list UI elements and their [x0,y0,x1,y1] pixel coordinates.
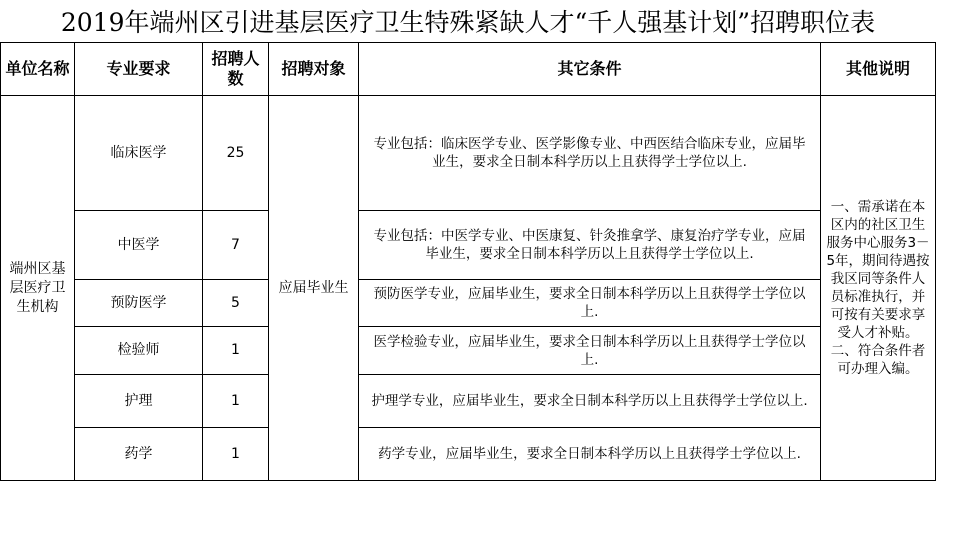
table-row [1,327,936,375]
count-cell: 5 [203,280,269,327]
major-cell: 中医学 [75,211,203,280]
header-target: 招聘对象 [269,43,359,96]
table-row [1,428,936,481]
condition-cell: 预防医学专业，应届毕业生，要求全日制本科学历以上且获得学士学位以上. [359,280,821,327]
count-cell: 1 [203,428,269,481]
count-cell: 7 [203,211,269,280]
major-cell: 药学 [75,428,203,481]
table-row [1,96,936,211]
page-title: 2019年端州区引进基层医疗卫生特殊紧缺人才“千人强基计划”招聘职位表 [60,8,876,37]
condition-cell: 护理学专业，应届毕业生，要求全日制本科学历以上且获得学士学位以上. [359,375,821,428]
target-cell: 应届毕业生 [269,96,359,481]
header-unit: 单位名称 [1,43,75,96]
count-cell: 1 [203,327,269,375]
header-count: 招聘人数 [203,43,269,96]
major-cell: 临床医学 [75,96,203,211]
header-notes: 其他说明 [821,43,936,96]
recruitment-table [0,42,936,481]
condition-cell: 医学检验专业，应届毕业生，要求全日制本科学历以上且获得学士学位以上. [359,327,821,375]
condition-cell: 药学专业，应届毕业生，要求全日制本科学历以上且获得学士学位以上. [359,428,821,481]
condition-cell: 专业包括：临床医学专业、医学影像专业、中西医结合临床专业，应届毕业生，要求全日制本科学历以上且获得学士学位以上. [359,96,821,211]
count-cell: 1 [203,375,269,428]
header-major: 专业要求 [75,43,203,96]
major-cell: 护理 [75,375,203,428]
notes-cell [821,96,936,481]
table-row [1,375,936,428]
unit-name-cell: 端州区基层医疗卫生机构 [1,96,75,481]
notes-text: 一、需承诺在本区内的社区卫生服务中心服务3－5年，期间待遇按我区同等条件人员标准执行，并可按有关要求享受人才补贴。 二、符合条件者可办理入编。 [826,199,930,377]
major-cell: 预防医学 [75,280,203,327]
header-conditions: 其它条件 [359,43,821,96]
header-row [1,43,936,96]
count-cell: 25 [203,96,269,211]
major-cell: 检验师 [75,327,203,375]
condition-cell: 专业包括：中医学专业、中医康复、针灸推拿学、康复治疗学专业，应届毕业生，要求全日制本科学历以上且获得学士学位以上. [359,211,821,280]
table-row [1,211,936,280]
table-row [1,280,936,327]
